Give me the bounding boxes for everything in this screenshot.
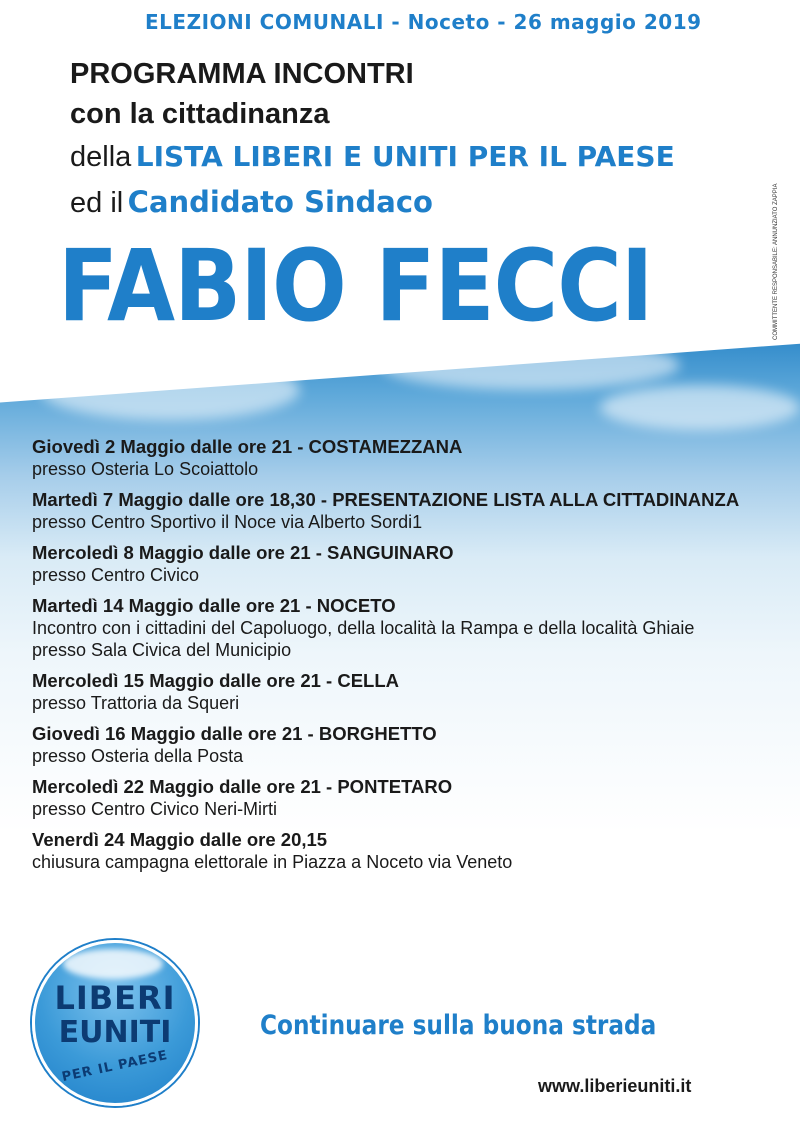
website-link[interactable]: www.liberieuniti.it: [538, 1076, 692, 1096]
event-detail: presso Sala Civica del Municipio: [32, 640, 292, 660]
title-line-1: PROGRAMMA INCONTRI: [70, 58, 414, 90]
logo-cloud: [63, 949, 163, 979]
event-item: [32, 723, 792, 767]
event-title: Martedì 14 Maggio dalle ore 21 - NOCETO: [32, 595, 396, 616]
ed-il-prefix: ed il: [70, 187, 124, 219]
event-detail: chiusura campagna elettorale in Piazza a Noceto via Veneto: [32, 852, 513, 872]
title-line-2: con la cittadinanza: [70, 98, 330, 130]
side-note: COMMITTENTE RESPONSABILE: ANNUNZIATO ZAPPIA: [773, 183, 779, 340]
event-detail: presso Centro Civico: [32, 565, 200, 585]
event-detail: Incontro con i cittadini del Capoluogo, della località la Rampa e della località Ghiaie: [32, 618, 695, 638]
event-detail: presso Trattoria da Squeri: [32, 693, 240, 713]
list-name: LISTA LIBERI E UNITI PER IL PAESE: [135, 140, 675, 173]
logo-text-euniti: EUNITI: [58, 1015, 172, 1050]
event-title: Venerdì 24 Maggio dalle ore 20,15: [32, 829, 328, 850]
events-list: [32, 436, 792, 882]
event-title: Giovedì 16 Maggio dalle ore 21 - BORGHETTO: [32, 723, 437, 744]
event-item: [32, 436, 792, 480]
cloud-shape: [380, 340, 680, 390]
candidate-role: Candidato Sindaco: [127, 185, 433, 219]
list-line: [70, 140, 675, 174]
event-item: [32, 595, 792, 661]
event-item: [32, 489, 792, 533]
event-detail: presso Centro Civico Neri-Mirti: [32, 799, 278, 819]
event-detail: presso Osteria della Posta: [32, 746, 244, 766]
event-title: Mercoledì 22 Maggio dalle ore 21 - PONTETARO: [32, 776, 453, 797]
event-title: Martedì 7 Maggio dalle ore 18,30 - PRESENTAZIONE LISTA ALLA CITTADINANZA: [32, 489, 740, 510]
event-item: [32, 776, 792, 820]
cloud-shape: [40, 360, 300, 420]
event-detail: presso Osteria Lo Scoiattolo: [32, 459, 259, 479]
cloud-shape: [600, 385, 800, 430]
candidate-role-line: [70, 185, 433, 220]
event-title: Mercoledì 15 Maggio dalle ore 21 - CELLA: [32, 670, 400, 691]
event-title: Mercoledì 8 Maggio dalle ore 21 - SANGUINARO: [32, 542, 454, 563]
event-title: Giovedì 2 Maggio dalle ore 21 - COSTAMEZZANA: [32, 436, 463, 457]
della-prefix: della: [70, 141, 132, 173]
event-item: [32, 542, 792, 586]
candidate-name: FABIO FECCI: [58, 228, 653, 344]
logo-text-liberi: LIBERI: [54, 979, 176, 1017]
event-item: [32, 829, 792, 873]
event-item: [32, 670, 792, 714]
slogan: Continuare sulla buona strada: [260, 1010, 657, 1041]
logo-text-per-il-paese: PER IL PAESE: [60, 1047, 170, 1086]
party-logo: [32, 940, 198, 1106]
election-line: ELEZIONI COMUNALI - Noceto - 26 maggio 2019: [145, 10, 702, 34]
event-detail: presso Centro Sportivo il Noce via Alberto Sordi1: [32, 512, 423, 532]
